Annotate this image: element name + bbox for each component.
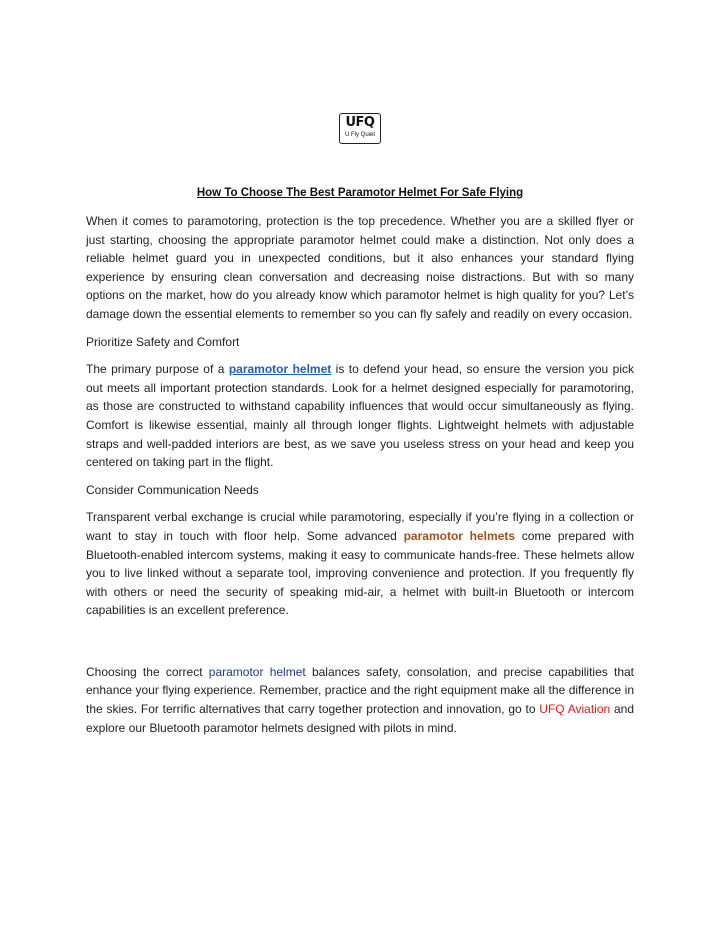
logo-box (339, 113, 381, 144)
conclusion-text-mid: balances safety, consolation, and precise capabilities that enhance your flying experience. Remember, practice and the right equipment make all the difference in the skies. For terrific alternatives that carry together protection and innovation, go to (86, 664, 634, 717)
section-heading-communication: Consider Communication Needs (86, 482, 259, 497)
communication-paragraph (86, 508, 634, 620)
document-body (86, 212, 634, 746)
logo-tagline: U Fly Quiet (344, 132, 375, 138)
document-title: How To Choose The Best Paramotor Helmet For Safe Flying (196, 187, 524, 199)
communication-text-rest: come prepared with Bluetooth-enabled intercom systems, making it easy to communicate hands-free. These helmets allow you to live linked without a separate tool, improving convenience and protection. If you frequently fly with others or need the security of speaking mid-air, a helmet with built-in Bluetooth or intercom capabilities is an excellent preference. (86, 528, 634, 618)
communication-text-start: Transparent verbal exchange is crucial while paramotoring, especially if you’re flying in a collection or want to stay in touch with floor help. Some advanced (86, 510, 634, 543)
safety-paragraph (86, 360, 634, 472)
safety-text-rest: is to defend your head, so ensure the version you pick out meets all important protection standards. Look for a helmet designed especially for paramotoring, as those are constructed to withstand capability influences that would occur simultaneously as flying. Comfort is likewise essential, mainly all through longer flights. Lightweight helmets with adjustable straps and well-padded interiors are best, as we save you useless stress on your head and keep you centered on taking part in the flight. (86, 362, 634, 470)
conclusion-text-start: Choosing the correct (86, 664, 209, 679)
intro-text: When it comes to paramotoring, protection is the top precedence. Whether you are a skilled flyer or just starting, choosing the appropriate paramotor helmet could make a distinction. Not only does a reliable helmet guard you in unexpected conditions, but it also enhances your standard flying experience by ensuring clean conversation and decreasing noise distractions. But with so many options on the market, how do you already know which paramotor helmet is high quality for you? Let’s damage down the essential elements to remember so you can fly safely and readily on every occasion. (86, 214, 634, 321)
paramotor-helmets-link[interactable]: paramotor helmets (403, 528, 516, 543)
paramotor-helmet-link[interactable]: paramotor helmet (228, 362, 332, 377)
section-heading-safety: Prioritize Safety and Comfort (86, 334, 240, 349)
intro-paragraph (86, 212, 634, 324)
safety-text-start: The primary purpose of a (86, 362, 229, 377)
spacer (86, 629, 634, 663)
logo-wordmark: UFQ (345, 115, 375, 130)
ufq-aviation-link[interactable]: UFQ Aviation (539, 702, 611, 717)
conclusion-text-rest: and explore our Bluetooth paramotor helmets designed with pilots in mind. (86, 702, 634, 735)
paramotor-helmet-link-2[interactable]: paramotor helmet (208, 664, 306, 679)
ufq-logo (339, 113, 383, 146)
conclusion-paragraph (86, 663, 634, 737)
